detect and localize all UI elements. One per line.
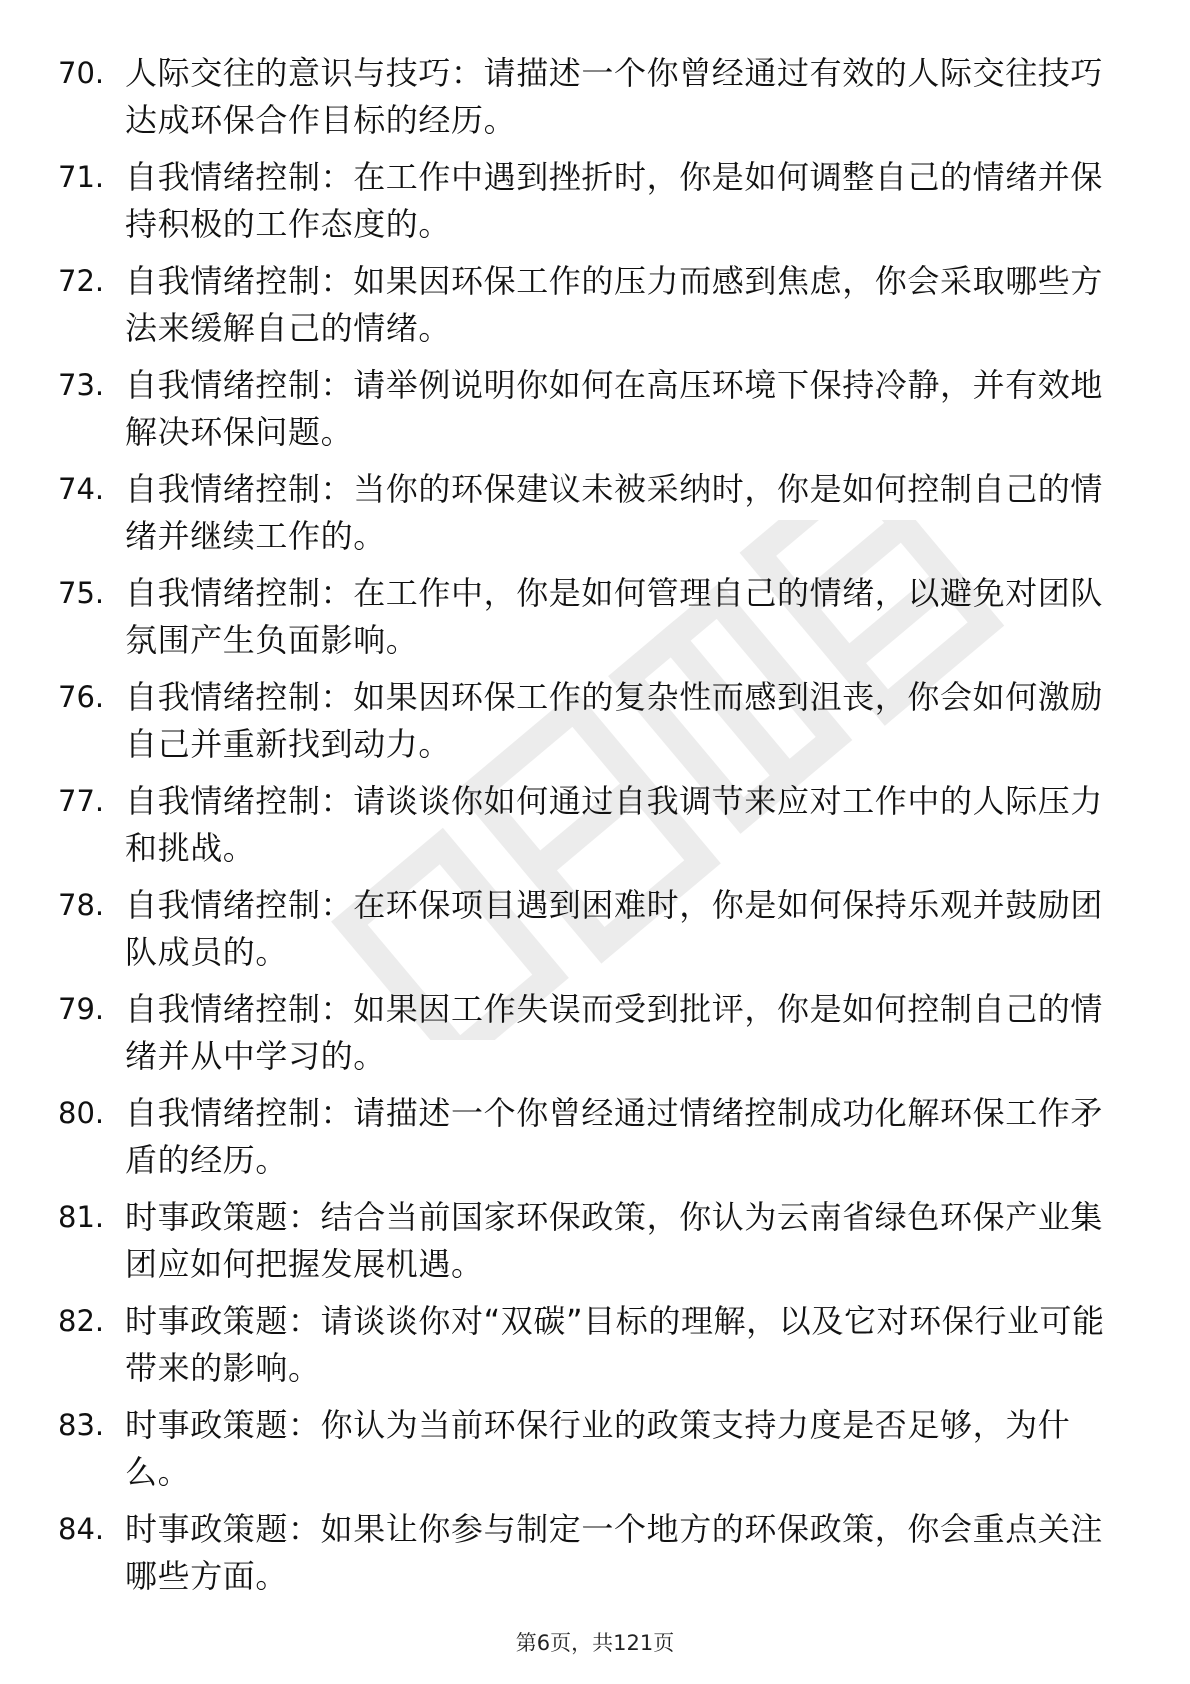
question-text: 自我情绪控制：如果因环保工作的复杂性而感到沮丧，你会如何激励自己并重新找到动力。	[125, 678, 1104, 763]
question-text: 自我情绪控制：请描述一个你曾经通过情绪控制成功化解环保工作矛盾的经历。	[125, 1094, 1104, 1179]
question-item	[58, 674, 1118, 778]
question-item	[58, 362, 1118, 466]
question-item	[58, 258, 1118, 362]
question-number: 74.	[58, 472, 105, 506]
question-item	[58, 778, 1118, 882]
question-item	[58, 1402, 1118, 1506]
question-text: 自我情绪控制：如果因环保工作的压力而感到焦虑，你会采取哪些方法来缓解自己的情绪。	[125, 262, 1104, 347]
question-item	[58, 882, 1118, 986]
question-number: 84.	[58, 1512, 105, 1546]
question-number: 72.	[58, 264, 105, 298]
question-text: 自我情绪控制：在工作中遇到挫折时，你是如何调整自己的情绪并保持积极的工作态度的。	[125, 158, 1104, 243]
question-item	[58, 1506, 1118, 1610]
question-text: 自我情绪控制：在环保项目遇到困难时，你是如何保持乐观并鼓励团队成员的。	[125, 886, 1104, 971]
question-number: 73.	[58, 368, 105, 402]
question-number: 79.	[58, 992, 105, 1026]
question-number: 80.	[58, 1096, 105, 1130]
question-text: 时事政策题：请谈谈你对“双碳”目标的理解，以及它对环保行业可能带来的影响。	[125, 1302, 1105, 1387]
question-text: 自我情绪控制：当你的环保建议未被采纳时，你是如何控制自己的情绪并继续工作的。	[125, 470, 1104, 555]
question-number: 71.	[58, 160, 105, 194]
page-footer	[0, 1628, 1190, 1658]
question-item	[58, 1298, 1118, 1402]
question-text: 自我情绪控制：如果因工作失误而受到批评，你是如何控制自己的情绪并从中学习的。	[125, 990, 1104, 1075]
question-item	[58, 466, 1118, 570]
question-number: 77.	[58, 784, 105, 818]
question-text: 自我情绪控制：在工作中，你是如何管理自己的情绪，以避免对团队氛围产生负面影响。	[125, 574, 1104, 659]
question-item	[58, 1090, 1118, 1194]
question-text: 时事政策题：你认为当前环保行业的政策支持力度是否足够，为什么。	[125, 1406, 1071, 1491]
question-item	[58, 50, 1118, 154]
question-number: 75.	[58, 576, 105, 610]
question-list	[58, 50, 1118, 1610]
page-number-label: 第6页，共121页	[515, 1631, 675, 1655]
question-text: 自我情绪控制：请谈谈你如何通过自我调节来应对工作中的人际压力和挑战。	[125, 782, 1104, 867]
question-item	[58, 986, 1118, 1090]
question-text: 时事政策题：结合当前国家环保政策，你认为云南省绿色环保产业集团应如何把握发展机遇。	[125, 1198, 1104, 1283]
question-number: 81.	[58, 1200, 105, 1234]
question-item	[58, 1194, 1118, 1298]
question-item	[58, 570, 1118, 674]
question-number: 78.	[58, 888, 105, 922]
question-text: 自我情绪控制：请举例说明你如何在高压环境下保持冷静，并有效地解决环保问题。	[125, 366, 1104, 451]
question-item	[58, 154, 1118, 258]
question-number: 82.	[58, 1304, 105, 1338]
question-number: 70.	[58, 56, 105, 90]
question-text: 时事政策题：如果让你参与制定一个地方的环保政策，你会重点关注哪些方面。	[125, 1510, 1104, 1595]
question-text: 人际交往的意识与技巧：请描述一个你曾经通过有效的人际交往技巧达成环保合作目标的经历。	[125, 54, 1104, 139]
question-number: 83.	[58, 1408, 105, 1442]
question-number: 76.	[58, 680, 105, 714]
